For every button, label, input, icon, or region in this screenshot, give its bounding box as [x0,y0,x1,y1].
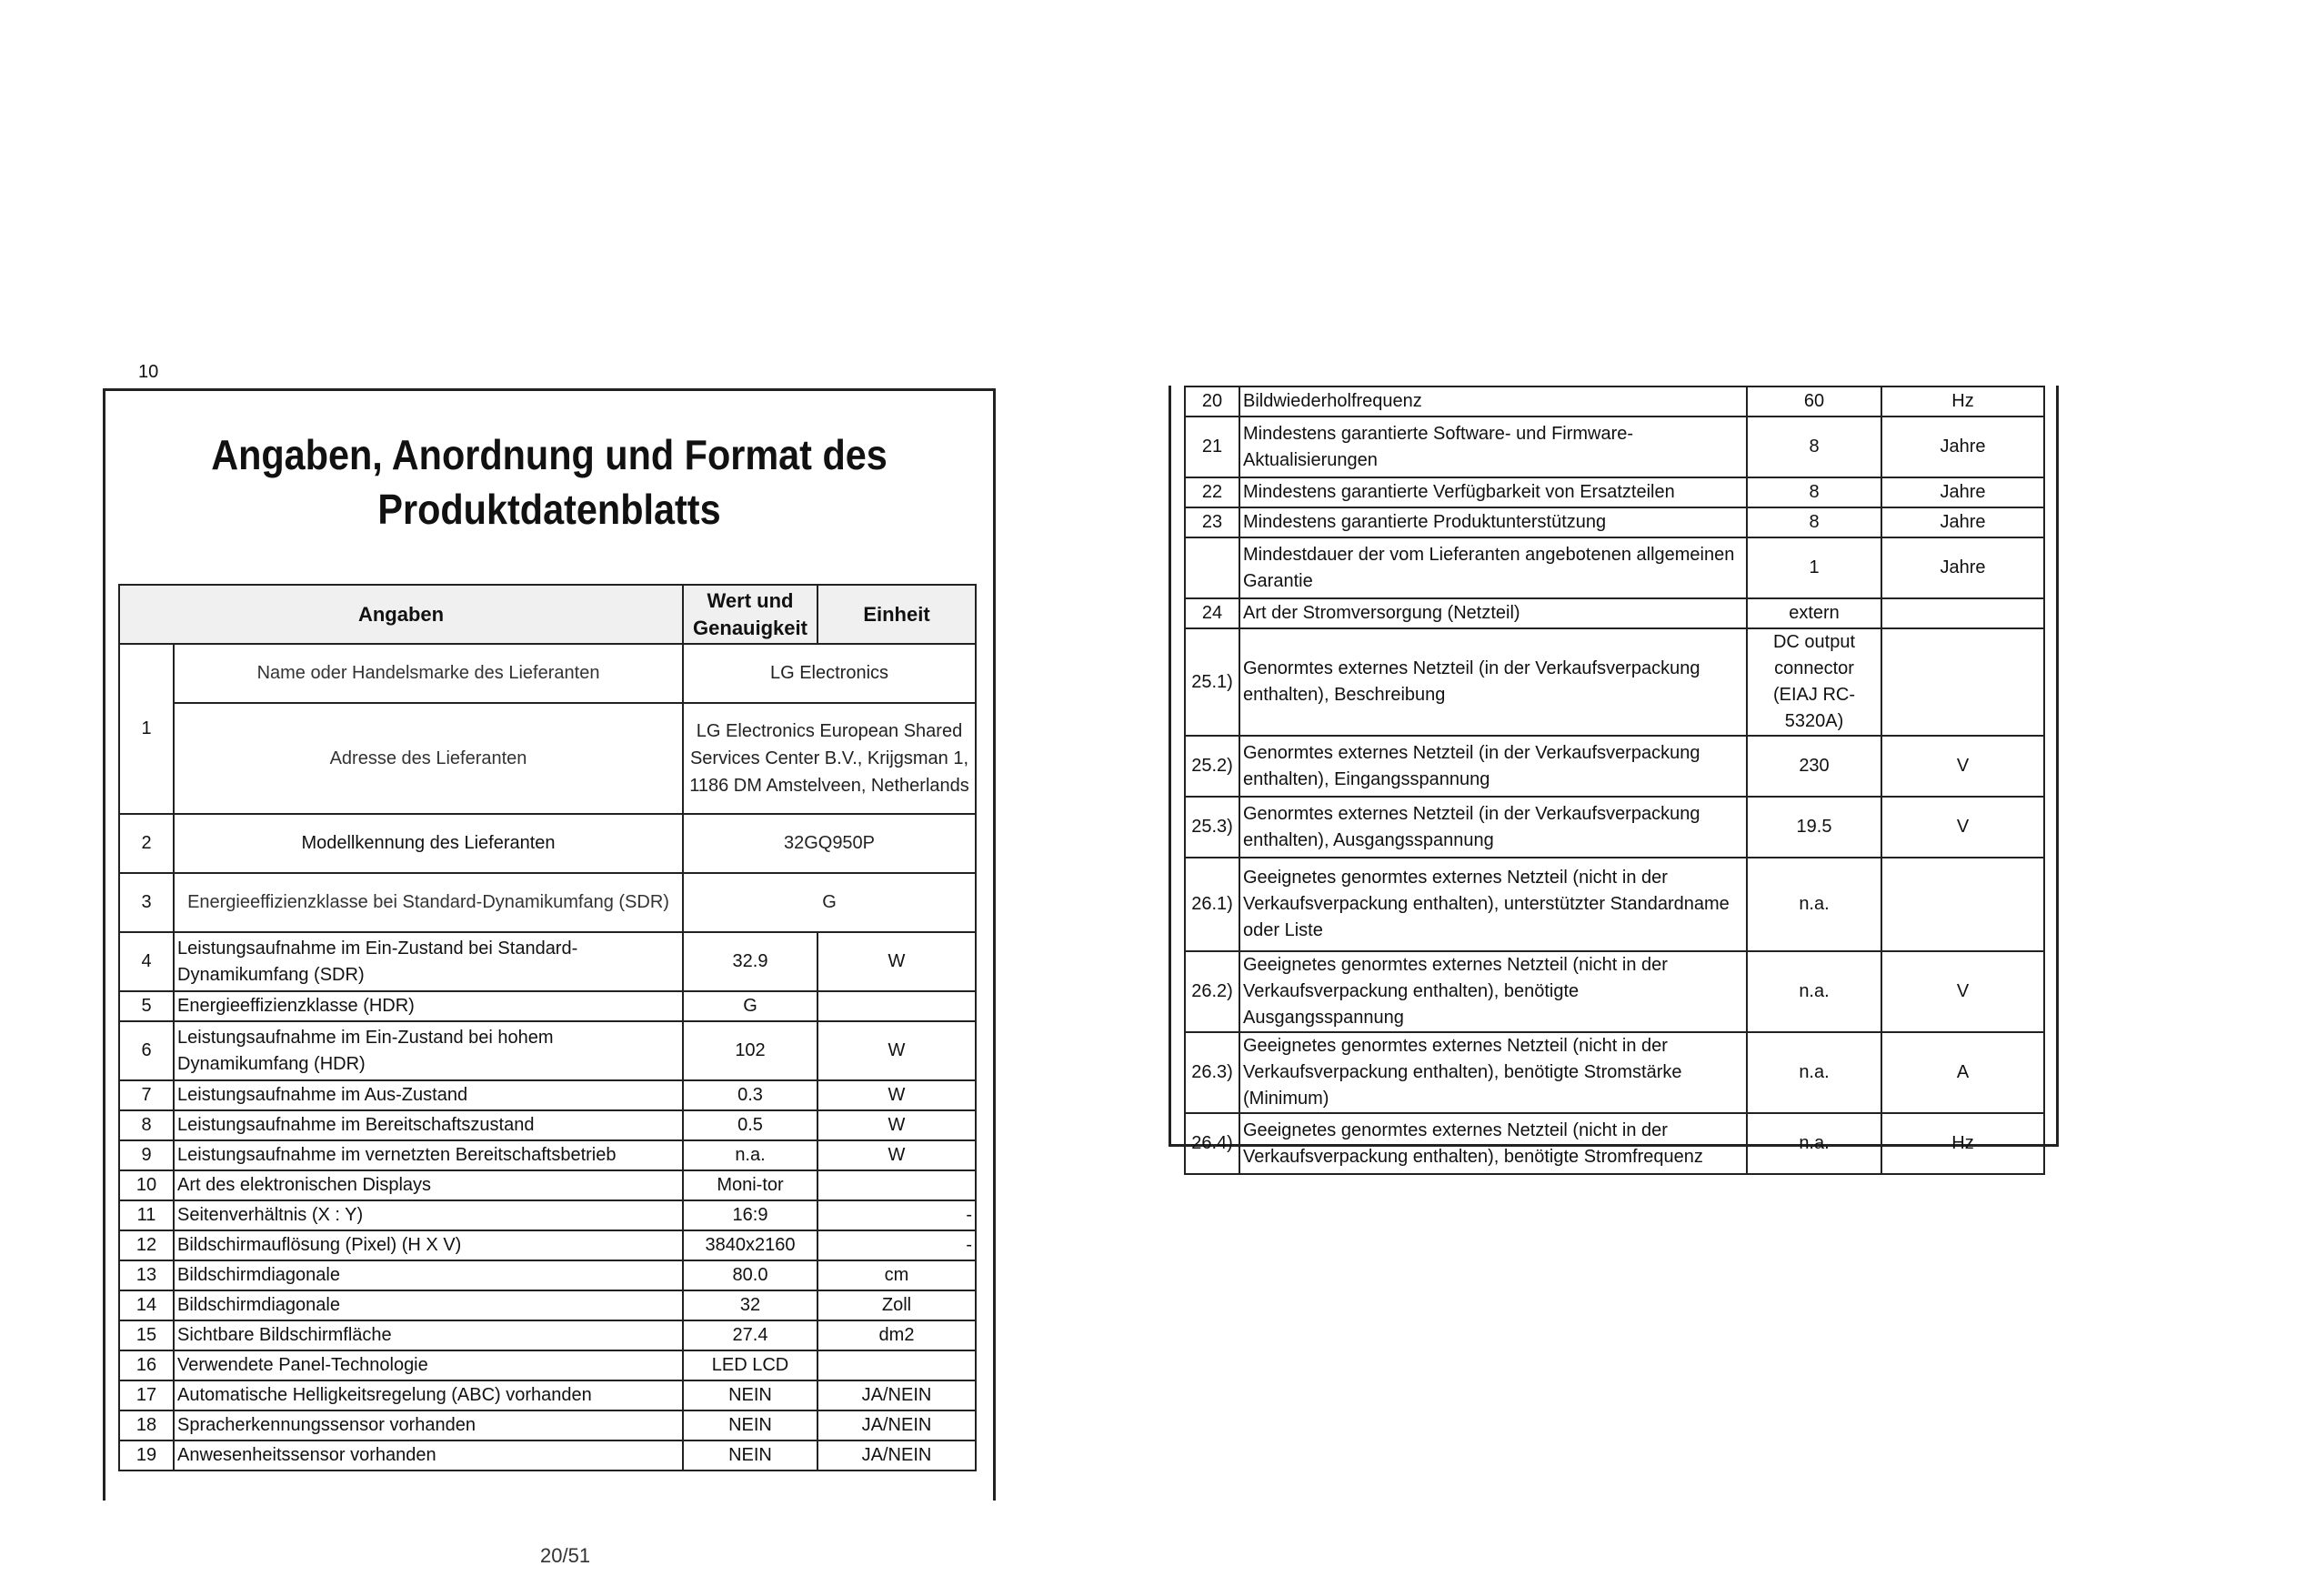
row-number: 22 [1185,477,1239,507]
table-row [119,1021,976,1080]
table-row [1185,1113,2044,1174]
row-label: Seitenverhältnis (X : Y) [174,1200,683,1230]
row-value: 8 [1747,417,1881,477]
row-number: 16 [119,1350,174,1380]
title-line-2: Produktdatenblatts [377,486,721,533]
product-datasheet-table-left [118,584,977,1471]
row-number: 25.1) [1185,628,1239,736]
row-unit: W [817,932,976,991]
row-number: 13 [119,1260,174,1290]
row-number: 10 [119,1170,174,1200]
row-unit: - [817,1230,976,1260]
row-label: Genormtes externes Netzteil (in der Verkaufsverpackung enthalten), Ausgangsspannung [1239,797,1747,858]
row-unit: JA/NEIN [817,1440,976,1471]
row-number: 3 [119,873,174,932]
row-value: 8 [1747,507,1881,537]
row-label: Leistungsaufnahme im Ein-Zustand bei hohem Dynamikumfang (HDR) [174,1021,683,1080]
table-row [119,1170,976,1200]
row-value: 19.5 [1747,797,1881,858]
row-number: 21 [1185,417,1239,477]
table-row [1185,628,2044,736]
row-value: G [683,991,817,1021]
row-value: 1 [1747,537,1881,598]
page-number-top: 10 [138,362,159,382]
table-row [1185,386,2044,417]
row-label: Mindestens garantierte Software- und Firmware-Aktualisierungen [1239,417,1747,477]
row-label: Bildschirmdiagonale [174,1290,683,1320]
row-unit: A [1881,1032,2044,1113]
row-label: Genormtes externes Netzteil (in der Verkaufsverpackung enthalten), Eingangsspannung [1239,736,1747,797]
row-unit: W [817,1021,976,1080]
supplier-name-label: Name oder Handelsmarke des Lieferanten [174,644,683,703]
row-number: 5 [119,991,174,1021]
row-value: 27.4 [683,1320,817,1350]
table-row [119,1290,976,1320]
table-row [119,932,976,991]
row-value: n.a. [1747,1113,1881,1174]
table-row [119,814,976,873]
row-value: 60 [1747,386,1881,417]
page-title [150,427,948,537]
row-value: LED LCD [683,1350,817,1380]
header-angaben: Angaben [119,585,683,644]
row-value: 102 [683,1021,817,1080]
row-number: 20 [1185,386,1239,417]
row-value: 32.9 [683,932,817,991]
row-number: 2 [119,814,174,873]
table-row [119,1140,976,1170]
row-number: 26.2) [1185,951,1239,1032]
table-header-row [119,585,976,644]
table-row [119,873,976,932]
supplier-address-value: LG Electronics European Shared Services Center B.V., Krijgsman 1, 1186 DM Amstelveen, Netherlands [683,703,976,814]
row-label: Art der Stromversorgung (Netzteil) [1239,598,1747,628]
row-value: extern [1747,598,1881,628]
supplier-name-value: LG Electronics [683,644,976,703]
row-label: Verwendete Panel-Technologie [174,1350,683,1380]
row-label: Geeignetes genormtes externes Netzteil (nicht in der Verkaufsverpackung enthalten), benötigte Ausgangsspannung [1239,951,1747,1032]
table-row [119,1230,976,1260]
table-row [1185,1032,2044,1113]
row-value: n.a. [1747,858,1881,951]
model-id-label: Modellkennung des Lieferanten [174,814,683,873]
row-value: n.a. [1747,1032,1881,1113]
row-value: n.a. [1747,951,1881,1032]
row-unit: - [817,1200,976,1230]
row-number: 15 [119,1320,174,1350]
row-label: Geeignetes genormtes externes Netzteil (nicht in der Verkaufsverpackung enthalten), unterstützter Standardname oder Liste [1239,858,1747,951]
table-row [119,991,976,1021]
row-value: 16:9 [683,1200,817,1230]
row-label: Automatische Helligkeitsregelung (ABC) vorhanden [174,1380,683,1410]
row-label: Genormtes externes Netzteil (in der Verkaufsverpackung enthalten), Beschreibung [1239,628,1747,736]
product-datasheet-table-right [1184,386,2045,1175]
row-number: 8 [119,1110,174,1140]
row-value: NEIN [683,1440,817,1471]
table-row [119,703,976,814]
row-unit: cm [817,1260,976,1290]
row-unit: V [1881,797,2044,858]
title-line-1: Angaben, Anordnung und Format des [211,431,888,478]
row-number: 9 [119,1140,174,1170]
row-number: 7 [119,1080,174,1110]
row-label: Mindestens garantierte Verfügbarkeit von Ersatzteilen [1239,477,1747,507]
row-unit: Zoll [817,1290,976,1320]
row-unit: W [817,1140,976,1170]
row-unit [817,1350,976,1380]
row-unit: W [817,1110,976,1140]
row-value: 32 [683,1290,817,1320]
row-unit: Hz [1881,386,2044,417]
row-unit: V [1881,951,2044,1032]
row-unit: Jahre [1881,537,2044,598]
table-row [119,1350,976,1380]
row-number: 23 [1185,507,1239,537]
sdr-class-value: G [683,873,976,932]
row-label: Geeignetes genormtes externes Netzteil (nicht in der Verkaufsverpackung enthalten), benötigte Stromfrequenz [1239,1113,1747,1174]
row-value: Moni-tor [683,1170,817,1200]
table-row [1185,477,2044,507]
row-unit [817,1170,976,1200]
table-row [1185,951,2044,1032]
row-unit: Jahre [1881,477,2044,507]
row-unit: Jahre [1881,417,2044,477]
row-number: 17 [119,1380,174,1410]
row-value: 0.3 [683,1080,817,1110]
row-unit [817,991,976,1021]
row-unit: Hz [1881,1113,2044,1174]
row-unit: Jahre [1881,507,2044,537]
row-number: 19 [119,1440,174,1471]
row-label: Spracherkennungssensor vorhanden [174,1410,683,1440]
table-row [1185,598,2044,628]
row-label: Bildschirmdiagonale [174,1260,683,1290]
row-label: Bildwiederholfrequenz [1239,386,1747,417]
row-unit: JA/NEIN [817,1410,976,1440]
table-row [1185,797,2044,858]
header-wert: Wert und Genauigkeit [683,585,817,644]
row-unit [1881,858,2044,951]
row-label: Energieeffizienzklasse (HDR) [174,991,683,1021]
row-value: 3840x2160 [683,1230,817,1260]
table-row [119,1080,976,1110]
row-value: 0.5 [683,1110,817,1140]
row-label: Sichtbare Bildschirmfläche [174,1320,683,1350]
row-number: 26.3) [1185,1032,1239,1113]
row-unit [1881,598,2044,628]
row-value: n.a. [683,1140,817,1170]
row-number: 26.1) [1185,858,1239,951]
table-row [119,1440,976,1471]
table-row [119,644,976,703]
row-number: 11 [119,1200,174,1230]
table-row [1185,858,2044,951]
model-id-value: 32GQ950P [683,814,976,873]
row-number: 1 [119,644,174,814]
table-row [1185,417,2044,477]
row-value: NEIN [683,1380,817,1410]
table-row [119,1410,976,1440]
row-unit: dm2 [817,1320,976,1350]
row-unit: JA/NEIN [817,1380,976,1410]
row-number: 12 [119,1230,174,1260]
row-value: 230 [1747,736,1881,797]
page-number-bottom: 20/51 [540,1544,591,1567]
table-row [119,1200,976,1230]
table-row [1185,736,2044,797]
row-number: 4 [119,932,174,991]
row-number: 26.4) [1185,1113,1239,1174]
table-row [1185,537,2044,598]
row-number: 18 [119,1410,174,1440]
row-label: Leistungsaufnahme im vernetzten Bereitschaftsbetrieb [174,1140,683,1170]
row-label: Mindestens garantierte Produktunterstützung [1239,507,1747,537]
row-label: Leistungsaufnahme im Ein-Zustand bei Standard-Dynamikumfang (SDR) [174,932,683,991]
row-label: Geeignetes genormtes externes Netzteil (nicht in der Verkaufsverpackung enthalten), benötigte Stromstärke (Minimum) [1239,1032,1747,1113]
header-einheit: Einheit [817,585,976,644]
row-number: 14 [119,1290,174,1320]
row-number: 6 [119,1021,174,1080]
table-row [119,1110,976,1140]
row-unit: V [1881,736,2044,797]
row-label: Bildschirmauflösung (Pixel) (H X V) [174,1230,683,1260]
table-row [119,1260,976,1290]
table-row [119,1320,976,1350]
row-unit [1881,628,2044,736]
supplier-address-label: Adresse des Lieferanten [174,703,683,814]
table-row [119,1380,976,1410]
row-number: 24 [1185,598,1239,628]
row-value: DC output connector (EIAJ RC-5320A) [1747,628,1881,736]
row-number [1185,537,1239,598]
sdr-class-label: Energieeffizienzklasse bei Standard-Dynamikumfang (SDR) [174,873,683,932]
row-value: 8 [1747,477,1881,507]
row-label: Art des elektronischen Displays [174,1170,683,1200]
row-value: NEIN [683,1410,817,1440]
row-number: 25.3) [1185,797,1239,858]
row-label: Leistungsaufnahme im Bereitschaftszustand [174,1110,683,1140]
row-label: Mindestdauer der vom Lieferanten angebotenen allgemeinen Garantie [1239,537,1747,598]
row-value: 80.0 [683,1260,817,1290]
row-label: Leistungsaufnahme im Aus-Zustand [174,1080,683,1110]
row-label: Anwesenheitssensor vorhanden [174,1440,683,1471]
row-number: 25.2) [1185,736,1239,797]
row-unit: W [817,1080,976,1110]
table-row [1185,507,2044,537]
